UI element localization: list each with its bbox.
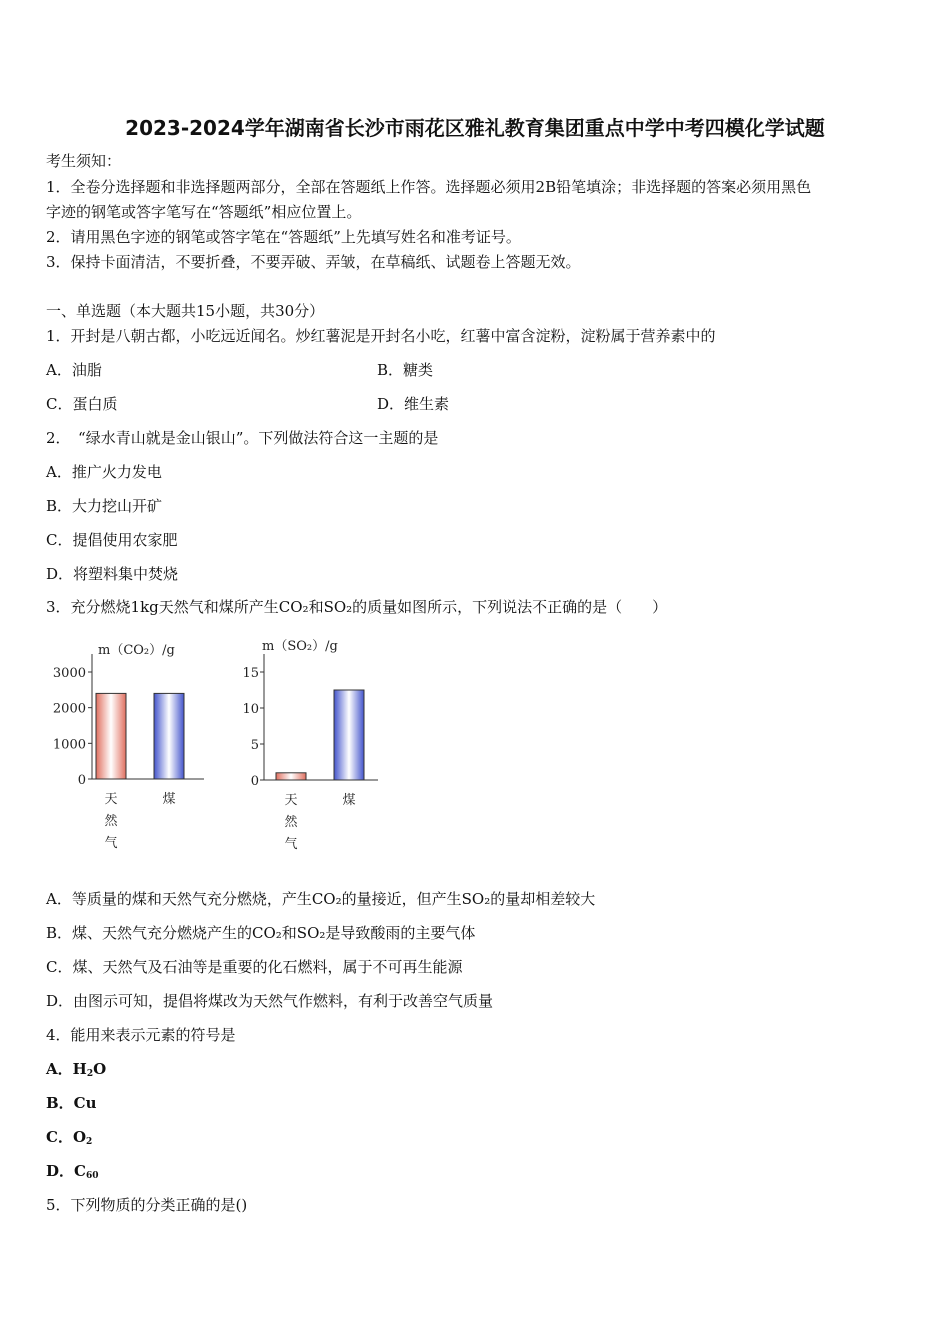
q3-stem: 3．充分燃烧1kg天然气和煤所产生CO₂和SO₂的质量如图所示，下列说法不正确的是（ ） (46, 598, 668, 616)
y-tick-label: 5 (250, 738, 259, 753)
chart-title: m（SO₂）/g (262, 639, 338, 654)
chart-title: m（CO₂）/g (98, 643, 175, 658)
category-label: 天 (284, 793, 298, 808)
q1-option-d: D．维生素 (377, 395, 450, 413)
q5-stem: 5．下列物质的分类正确的是() (46, 1196, 248, 1214)
q4-option-b: B．Cu (46, 1094, 97, 1112)
category-label: 然 (284, 815, 298, 830)
q4-option-d: D．$C_{60}$ (46, 1162, 99, 1181)
so2-bar-chart (240, 632, 390, 862)
q1-option-a: A．油脂 (46, 361, 102, 379)
q3-option-a: A．等质量的煤和天然气充分燃烧，产生CO₂的量接近，但产生SO₂的量却相差较大 (46, 890, 596, 908)
category-label: 气 (284, 837, 298, 852)
category-label: 煤 (162, 792, 176, 807)
q3-option-b: B．煤、天然气充分燃烧产生的CO₂和SO₂是导致酸雨的主要气体 (46, 924, 476, 942)
bar-coal (154, 693, 184, 779)
notice-item-1b: 字迹的钢笔或答字笔写在“答题纸”相应位置上。 (46, 203, 362, 221)
y-tick-label: 10 (242, 702, 259, 717)
y-tick-label: 0 (250, 774, 259, 789)
notice-item-2: 2．请用黑色字迹的钢笔或答字笔在“答题纸”上先填写姓名和准考证号。 (46, 228, 521, 246)
q1-option-c: C．蛋白质 (46, 395, 118, 413)
q4-option-c: C．$O_2$ (46, 1128, 93, 1147)
y-tick-label: 1000 (52, 737, 86, 753)
q3-option-c: C．煤、天然气及石油等是重要的化石燃料，属于不可再生能源 (46, 958, 463, 976)
q1-option-b: B．糖类 (377, 361, 434, 379)
notice-heading: 考生须知： (46, 152, 122, 170)
bar-coal (334, 690, 364, 780)
notice-item-3: 3．保持卡面清洁，不要折叠，不要弄破、弄皱，在草稿纸、试题卷上答题无效。 (46, 253, 581, 271)
q4-stem: 4．能用来表示元素的符号是 (46, 1026, 236, 1044)
q2-option-c: C．提倡使用农家肥 (46, 531, 178, 549)
y-tick-label: 3000 (52, 666, 86, 681)
category-label: 气 (104, 836, 118, 851)
page-title: 2023-2024学年湖南省长沙市雨花区雅礼教育集团重点中学中考四模化学试题 (125, 116, 825, 140)
q3-option-d: D．由图示可知，提倡将煤改为天然气作燃料，有利于改善空气质量 (46, 992, 494, 1010)
bar-natural-gas (96, 693, 126, 779)
bar-natural-gas (276, 773, 306, 780)
notice-item-1a: 1．全卷分选择题和非选择题两部分，全部在答题纸上作答。选择题必须用2B铅笔填涂；非选择题的答案必须用黑色 (46, 178, 812, 196)
q2-option-a: A．推广火力发电 (46, 463, 162, 481)
category-label: 天 (104, 792, 118, 807)
section-heading: 一、单选题（本大题共15小题，共30分） (46, 302, 325, 320)
category-label: 然 (104, 814, 118, 829)
q2-stem: 2． “绿水青山就是金山银山”。下列做法符合这一主题的是 (46, 429, 439, 447)
q2-option-b: B．大力挖山开矿 (46, 497, 163, 515)
y-tick-label: 0 (77, 773, 86, 788)
y-tick-label: 15 (242, 666, 259, 681)
co2-bar-chart (46, 632, 216, 862)
q4-option-a: A．$H_2O$ (46, 1060, 107, 1079)
q1-stem: 1．开封是八朝古都，小吃远近闻名。炒红薯泥是开封名小吃，红薯中富含淀粉，淀粉属于营养素中的 (46, 327, 716, 345)
category-label: 煤 (342, 793, 356, 808)
q2-option-d: D．将塑料集中焚烧 (46, 565, 179, 583)
y-tick-label: 2000 (52, 701, 86, 717)
